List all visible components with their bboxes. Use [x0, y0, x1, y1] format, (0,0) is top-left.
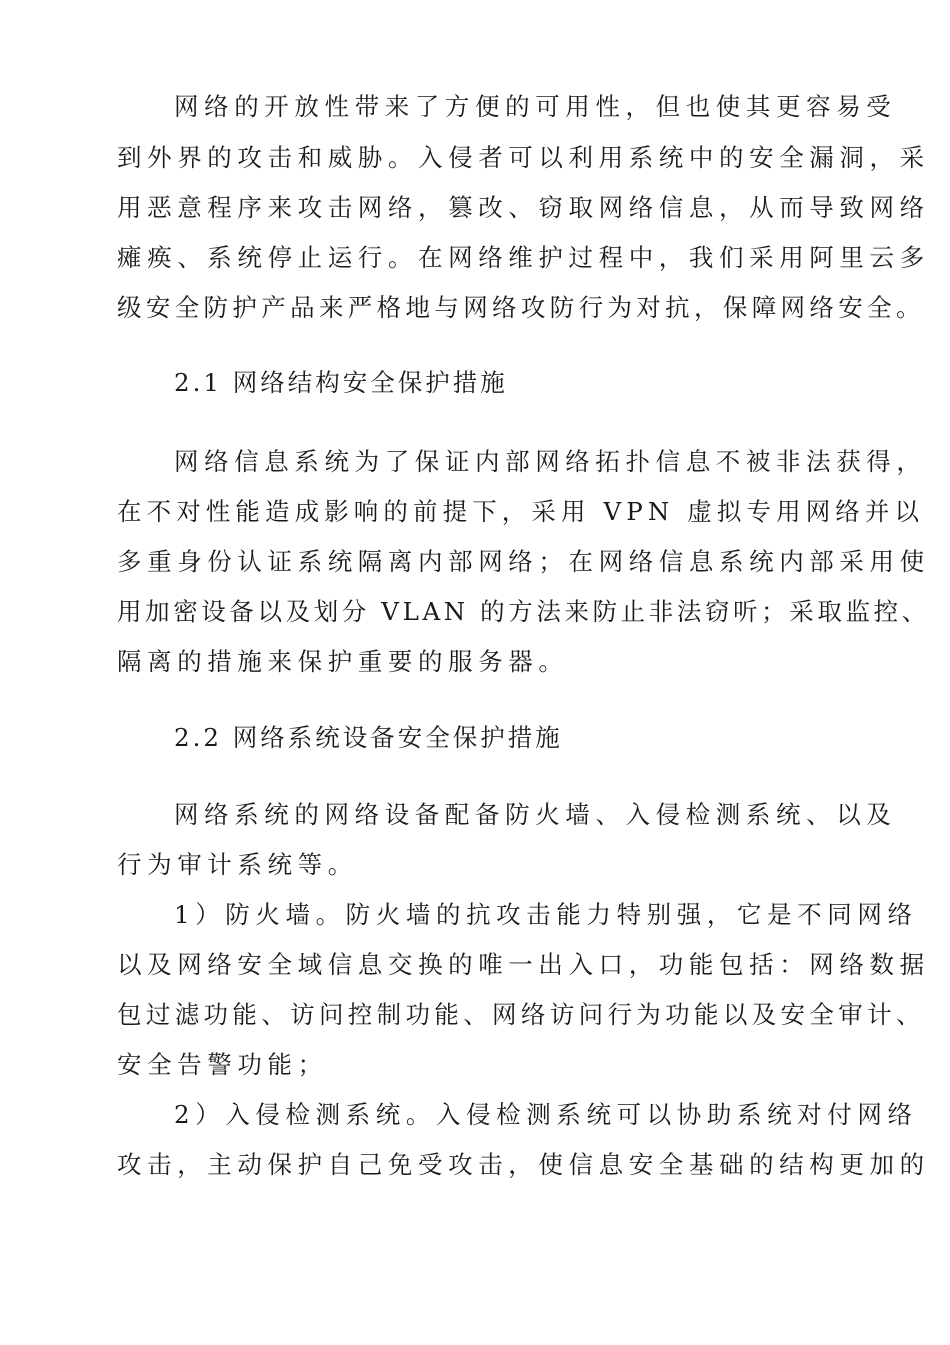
item-2-line-2: 攻击，主动保护自己免受攻击，使信息安全基础的结构更加的 — [117, 1150, 930, 1179]
section-2-2-line-2: 行为审计系统等。 — [117, 850, 358, 879]
intro-line-5: 级安全防护产品来严格地与网络攻防行为对抗，保障网络安全。 — [117, 293, 925, 322]
item-1-line-1: 1）防火墙。防火墙的抗攻击能力特别强，它是不同网络 — [174, 900, 918, 929]
intro-line-1: 网络的开放性带来了方便的可用性，但也使其更容易受 — [174, 92, 897, 121]
section-2-1-line-3: 多重身份认证系统隔离内部网络；在网络信息系统内部采用使 — [117, 547, 930, 576]
item-1-line-3: 包过滤功能、访问控制功能、网络访问行为功能以及安全审计、 — [117, 1000, 925, 1029]
section-2-1-line-4: 用加密设备以及划分 VLAN 的方法来防止非法窃听；采取监控、 — [117, 597, 930, 626]
item-1-line-4: 安全告警功能； — [117, 1050, 328, 1079]
section-2-1-line-2: 在不对性能造成影响的前提下，采用 VPN 虚拟专用网络并以 — [117, 497, 925, 526]
section-2-1-line-5: 隔离的措施来保护重要的服务器。 — [117, 647, 569, 676]
section-2-1-heading: 2.1 网络结构安全保护措施 — [174, 368, 508, 397]
section-2-2-line-1: 网络系统的网络设备配备防火墙、入侵检测系统、以及 — [174, 800, 897, 829]
item-1-line-2: 以及网络安全域信息交换的唯一出入口，功能包括：网络数据 — [117, 950, 930, 979]
intro-line-3: 用恶意程序来攻击网络，篡改、窃取网络信息，从而导致网络 — [117, 193, 930, 222]
item-2-line-1: 2）入侵检测系统。入侵检测系统可以协助系统对付网络 — [174, 1100, 918, 1129]
intro-line-4: 瘫痪、系统停止运行。在网络维护过程中，我们采用阿里云多 — [117, 243, 930, 272]
intro-line-2: 到外界的攻击和威胁。入侵者可以利用系统中的安全漏洞，采 — [117, 143, 930, 172]
section-2-2-heading: 2.2 网络系统设备安全保护措施 — [174, 723, 563, 752]
section-2-1-line-1: 网络信息系统为了保证内部网络拓扑信息不被非法获得， — [174, 447, 927, 476]
